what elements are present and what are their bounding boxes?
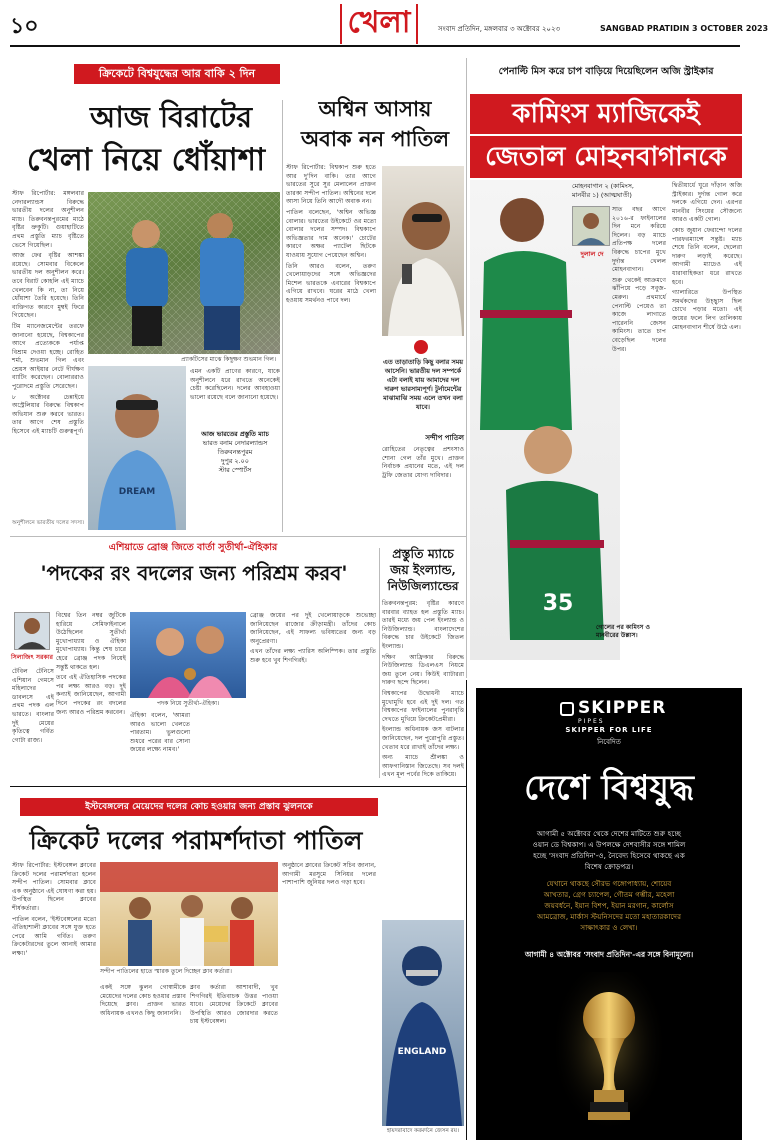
fixture-time: দুপুর ২.০০: [221, 457, 249, 465]
england-headline-2: জয় ইংল্যান্ড,: [390, 562, 456, 577]
section-title: খেলা: [347, 5, 411, 40]
england-headline-3: নিউজিল্যান্ডের: [387, 579, 459, 593]
sutirtha-para: টেবিল টেনিসে এশিয়ান গেমসে মহিলাদের ডাবলসে এই প্রথম পদক এল ভারতে। বাংলার দুই মেয়ের কৃতিত্বে গর্বিত গোটা রাজ্য।: [12, 668, 54, 744]
ad-brand-sub: PIPES: [578, 718, 605, 725]
sutirtha-body-4: [250, 612, 376, 780]
svg-text:ENGLAND: ENGLAND: [397, 1047, 447, 1057]
kohli-photo-caption-1: প্র্যাকটিসের মাঝে কিছুক্ষণ শুভমান গিল।: [180, 356, 276, 363]
fixture-teams: ভারত বনাম নেদারল্যান্ডস: [202, 439, 268, 447]
kohli-para: স্টাফ রিপোর্টার: মঙ্গলবার নেদারল্যান্ডস বিরুদ্ধে ভারতীয় দলের অনুশীলন ম্যাচ। তিরুবনন্তপুরমের মাঠে বৃষ্টির ভ্রুকুটি। গুয়াহাটিতে প্রথম প্রস্তুতি ম্যাচ বৃষ্টিতে ভেসে গিয়েছিল।: [12, 190, 84, 249]
date-english: SANGBAD PRATIDIN 3 OCTOBER 2023: [600, 24, 768, 33]
sutirtha-para: ঐহিকা বলেন, 'আমরা আরও ভালো খেলতে পারতাম। ভুলগুলো শুধরে পরের বার সোনা জয়ের লক্ষ্যে নামব।': [130, 712, 190, 754]
ad-line: আগামী ৫ অক্টোবর থেকে দেশের মাটিতে শুরু হচ্ছে: [536, 829, 682, 838]
kamins-score-1: মোহনবাগান ২ (কামিংস,: [572, 182, 634, 190]
patil2-para: স্টাফ রিপোর্টার: ইস্টবেঙ্গল ক্লাবের ক্রিকেট দলের পরামর্শদাতা হলেন সন্দীপ পাতিল। সোমবার ক্লাবে এক অনুষ্ঠানে এই ঘোষণা করা হয়। উপস্থিত ছিলেন ক্লাবের শীর্ষকর্তারা।: [12, 862, 96, 912]
felicitation-illustration: [100, 862, 278, 966]
ad-tagline: SKIPPER FOR LIFE: [565, 726, 653, 734]
kohli-body-right: এমন একটি প্রাণের কারণে, যাকে অনুশীলনে ধরে রাখতে অনেকেই চেষ্টা করেছিলেন। দলের আবহাওয়া ভালো রয়েছে বলে জানানো হয়েছে।: [190, 368, 280, 401]
section-title-box: [340, 4, 418, 44]
kohli-para: ৮ অক্টোবর চেন্নাইয়ে অস্ট্রেলিয়ার বিরুদ্ধে বিশ্বকাপ অভিযান শুরু করবে ভারত। তার আগে শেষ প্রস্তুতি হিসেবে এই ম্যাচটি গুরুত্বপূর্ণ।: [12, 393, 84, 436]
author-name-silajit: সিলাজিৎ সরকার: [10, 654, 54, 661]
ashwin-para: পাতিল বলেছেন, 'অশ্বিন অভিজ্ঞ বোলার। ভারতের উইকেটে ওর মতো বোলার দলের সম্পদ। বিশ্বকাপে অভিজ্ঞতার দাম অনেক।' চোটের কারণে অক্ষর প্যাটেল ছিটকে যাওয়ায় সুযোগ পেয়েছেন অশ্বিন।: [286, 208, 376, 259]
ashwin-headline-1: অশ্বিন আসায়: [318, 96, 432, 121]
ad-line: জয়বর্ধনে, ইয়ান বিশপ, ইয়ান মরগান, কার্লোস: [544, 901, 674, 910]
author-photo-silajit: [14, 612, 50, 650]
kohli-kicker: ক্রিকেটে বিশ্বযুদ্ধের আর বাকি ২ দিন: [74, 64, 280, 84]
sutirtha-body-1: [56, 612, 126, 782]
sutirtha-photo-caption: পদক নিয়ে সুতীর্থা-ঐহিকা।: [156, 700, 220, 707]
svg-text:DREAM: DREAM: [118, 487, 156, 497]
kohli-photo-nets: [88, 192, 280, 354]
ad-title: দেশে বিশ্বযুদ্ধ: [524, 768, 694, 808]
kohli-headline-1: আজ বিরাটের: [89, 100, 253, 134]
ashwin-body-right: [382, 446, 464, 532]
player-portrait-illustration: [88, 366, 186, 530]
sutirtha-kicker: এশিয়াডে ব্রোঞ্জ জিতে বার্তা সুতীর্থা-ঐহিকার: [48, 540, 338, 556]
kamins-para: কোচ জুয়ান ফেরান্দো দলের পারফরম্যান্সে সন্তুষ্ট। ম্যাচ শেষে তিনি বলেন, ছেলেরা দারুণ লড়াই করেছে। আগামী ম্যাচেও এই ধারাবাহিকতা ধরে রাখতে হবে।: [672, 226, 742, 286]
ashwin-pullquote: এত তাড়াতাড়ি কিছু বলার সময় আসেনি। ভারতীয় দল সম্পর্কে এটা বলাই যায় আমাদের দল দারুণ ভারসাম্যপূর্ণ। টুর্নামেন্টের মাঝামাঝি সময় এলে তখন বলা যাবে।: [382, 358, 464, 411]
patil2-photo-caption: সন্দীপ পাতিলের হাতে স্মারক তুলে দিচ্ছেন ক্লাব কর্তারা।: [100, 968, 232, 975]
england-player-illustration: [382, 920, 464, 1126]
fixture-venue: তিরুবনন্তপুরম: [217, 448, 253, 456]
england-player-photo: [382, 920, 464, 1126]
patil2-body-2: [100, 984, 186, 1142]
ad-line: আখতার, গ্রেগ চ্যাপেল, গৌতম গম্ভীর, মহেলা: [543, 890, 675, 899]
svg-text:35: 35: [542, 591, 574, 616]
kamins-kicker: পেনাল্টি মিস করে চাপ বাড়িয়ে দিয়েছিলেন অজি স্ট্রাইকার: [498, 66, 714, 77]
sutirtha-para: বিশ্বের তিন নম্বর জুটিকে হারিয়ে সেমিফাইনালে উঠেছিলেন সুতীর্থা মুখোপাধ্যায় ও ঐহিকা মুখোপাধ্যায়। কিন্তু শেষ চারে হেরে ব্রোঞ্জ পদক নিয়েই সন্তুষ্ট থাকতে হল।: [56, 612, 126, 671]
england-para: তিরুবনন্তপুরম: বৃষ্টির কারণে বারবার ব্যাহত হল প্রস্তুতি ম্যাচ। তারই মধ্যে জয় পেল ইংল্যান্ড ও নিউজিল্যান্ড। বাংলাদেশের বিরুদ্ধে চার উইকেটে জিতল ইংল্যান্ড।: [382, 600, 464, 650]
patil2-para: ক্লাব কর্তারা আশাবাদী, খুব শিগগিরই ইতিবাচক উত্তর পাওয়া যাবে। মেয়েদের ক্রিকেটে ক্লাবের উপস্থিতি আরও জোরদার করতে চায় ইস্টবেঙ্গল।: [190, 984, 278, 1026]
kohli-body: [12, 190, 84, 526]
sutirtha-body-3: [130, 712, 190, 780]
ashwin-pullquote-author: সন্দীপ পাতিল: [425, 434, 464, 442]
ashwin-para: তিনি আরও বলেন, তরুণ খেলোয়াড়দের সঙ্গে অভিজ্ঞদের মিশেল ভারতকে এবারের বিশ্বকাপে এগিয়ে রাখবে। ঘরের মাঠে খেলা হওয়ায় সমর্থনও পাবে দল।: [286, 262, 376, 304]
ashwin-para: স্টাফ রিপোর্টার: বিশ্বকাপ শুরু হতে আর দু'দিন বাকি। তার আগে ভারতের সুরে সুর মেলালেন প্রাক্তন তারকা সন্দীপ পাতিল। অশ্বিনের দলে আসা নিয়ে তিনি আদৌ অবাক নন।: [286, 164, 376, 206]
patil2-body-4: [282, 862, 376, 1142]
kamins-para: সাত বছর আগে ২০১৬-র ফাইনালের দিন মনে করিয়ে দিলেন। বড় ম্যাচে প্রতিপক্ষ দলের বিরুদ্ধে চাপের মুখে দুর্দান্ত খেলল মোহনবাগান।: [612, 206, 666, 274]
sutirtha-para: ব্রোঞ্জ জয়ের পর দুই খেলোয়াড়কে শুভেচ্ছা জানিয়েছেন রাজ্যের ক্রীড়ামন্ত্রী। তাঁদের কোচ জানিয়েছেন, এই সাফল্য ভবিষ্যতের জন্য বড় অনুপ্রেরণা।: [250, 612, 376, 645]
patil2-body-3: [190, 984, 278, 1142]
kamins-body-2: [672, 182, 742, 666]
kohli-para: আজ ফের বৃষ্টির আশঙ্কা রয়েছে। সোমবার বিকেলে ভারতীয় দল অনুশীলন করে। তবে বিরাট কোহলি এই ম্যাচে খেলবেন কি না, তা নিয়ে ধোঁয়াশা তৈরি হয়েছে। তিনি ব্যক্তিগত কারণে মুম্বই ফিরে গিয়েছেন।: [12, 252, 84, 320]
ashwin-para: রোহিতের নেতৃত্বের প্রশংসাও শোনা গেল তাঁর মুখে। প্রাক্তন নির্বাচক প্রধানের মতে, এই দল ট্রফি জেতার যোগ্য দাবিদার।: [382, 446, 464, 479]
patil2-kicker: ইস্টবেঙ্গলের মেয়েদের দলের কোচ হওয়ার জন্য প্রস্তাব ঝুলনকে: [20, 798, 378, 816]
patil2-felicitation-photo: [100, 862, 278, 966]
kohli-photo-portrait: [88, 366, 186, 530]
author-photo-dulal: [572, 206, 610, 246]
patil2-para: একই সঙ্গে ঝুলন গোস্বামীকে মেয়েদের দলের কোচ হওয়ার প্রস্তাব দিয়েছে ক্লাব। প্রাক্তন ভারত অধিনায়ক এখনও কিছু জানাননি।: [100, 984, 186, 1017]
ad-line: বিশেষ ক্রোড়পত্র।: [584, 862, 634, 871]
ad-line: যেখানে থাকছে সৌরভ গঙ্গোপাধ্যায়, শোয়েব: [546, 879, 672, 888]
medalists-illustration: [130, 612, 246, 698]
ad-line: হচ্ছে 'সংবাদ প্রতিদিন'-ও, নৈবেদ্য হিসেবে থাকছে এক: [533, 851, 685, 860]
ad-line: আমব্রোজ, মার্কাস স্টয়নিসদের মতো মহাতারকাদের: [536, 912, 682, 921]
patil2-para: অনুষ্ঠানে ক্লাবের ক্রিকেট সচিব জানান, আগামী মরসুমে সিনিয়র দলের পাশাপাশি জুনিয়র দলও গড়া হবে।: [282, 862, 376, 887]
sutirtha-medal-photo: [130, 612, 246, 698]
author-name-dulal: দুলাল দে: [580, 250, 604, 258]
ad-brand: SKIPPER: [578, 698, 667, 718]
kohli-headline-2: খেলা নিয়ে ধোঁয়াশা: [26, 142, 266, 178]
kamins-headline-1: কামিংস ম্যাজিকেই: [470, 94, 742, 134]
patil2-para: পাতিল বলেন, 'ইস্টবেঙ্গলের মতো ঐতিহ্যশালী ক্লাবের সঙ্গে যুক্ত হতে পেরে আমি গর্বিত। তরুণ ক্রিকেটারদের তুলে আনাই আমার লক্ষ্য।': [12, 915, 96, 957]
kamins-photo-caption: গোলের পর কামিংস ও মানবীরের উল্লাস।: [596, 624, 650, 639]
ashwin-body-left: [286, 164, 376, 534]
ad-line: সাক্ষাৎকার ও লেখা।: [580, 923, 638, 932]
sutirtha-para: এখন তাঁদের লক্ষ্য প্যারিস অলিম্পিক। তার প্রস্তুতি শুরু হবে খুব শিগগিরই।: [250, 648, 376, 664]
england-para: বিশ্বকাপের উদ্বোধনী ম্যাচে মুখোমুখি হবে এই দুই দল। গত বিশ্বকাপের ফাইনালের পুনরাবৃত্তি দেখতে মুখিয়ে ক্রিকেটপ্রেমীরা।: [382, 689, 464, 723]
kamins-headline-2: জেতাল মোহনবাগানকে: [470, 136, 742, 178]
kamins-para: গ্যালারিতে উপস্থিত সমর্থকদের উচ্ছ্বাস ছিল চোখে পড়ার মতো। এই জয়ের ফলে লিগ তালিকায় মোহনবাগান শীর্ষে উঠে এল।: [672, 289, 742, 331]
fixture-tv: স্টার স্পোর্টস: [218, 466, 252, 474]
patil-portrait-photo: [382, 166, 464, 336]
world-cup-trophy-icon: [556, 972, 662, 1134]
quote-mark: [414, 340, 428, 354]
sutirtha-para: তবে এই ঐতিহাসিক পদকের পর লক্ষ্য আরও বড়। দুই কন্যাই জানিয়েছেন, আগামী দিনে পদকের রং বদলের জন্য আরও পরিশ্রম করবেন।: [56, 674, 126, 716]
england-para: অন্য ম্যাচে শ্রীলঙ্কা ও আফগানিস্তান জিতেছে। সব দলই এখন মূল পর্বের দিকে তাকিয়ে।: [382, 754, 464, 779]
sutirtha-headline: 'পদকের রং বদলের জন্য পরিশ্রম করব': [40, 561, 348, 585]
kohli-photo-caption-2: অনুশীলনে ভারতীয় দলের সদস্য।: [12, 520, 85, 526]
players-illustration: [88, 192, 280, 354]
fixture-box: [190, 430, 280, 528]
skipper-advertisement[interactable]: [476, 688, 742, 1140]
fixture-title: আজ ভারতের প্রস্তুতি ম্যাচ: [201, 430, 269, 438]
patil2-body-1: [12, 862, 96, 1142]
ad-logo-mark: [560, 702, 574, 716]
page-number: ১০: [10, 13, 39, 39]
kamins-score-2: মানবীর ১) (আত্মঘাতী): [572, 191, 632, 199]
kamins-body-1: [612, 206, 666, 666]
ad-footer: আগামী ৪ অক্টোবর 'সংবাদ প্রতিদিন'-এর সঙ্গে বিনামূল্যে।: [524, 950, 694, 959]
masthead-rule: [10, 45, 740, 47]
england-body: [382, 600, 464, 916]
ashwin-headline-2: অবাক নন পাতিল: [300, 126, 450, 151]
kamins-para: দ্বিতীয়ার্ধে ঘুরে দাঁড়ান অজি স্ট্রাইকার। দুর্দান্ত গোল করে দলকে এগিয়ে দেন। এরপর মানবীর সিংয়ের সৌজন্যে আরও একটি গোল।: [672, 182, 742, 224]
ad-lines: [484, 828, 734, 933]
england-headline-1: প্রস্তুতি ম্যাচে: [392, 546, 454, 561]
date-bengali: সংবাদ প্রতিদিন, মঙ্গলবার ৩ অক্টোবর ২০২৩: [438, 25, 561, 33]
england-para: ইংল্যান্ড অধিনায়ক জস বাটলার জানিয়েছেন, দল পুরোপুরি প্রস্তুত। খেতাব ধরে রাখাই তাঁদের লক্ষ্য।: [382, 726, 464, 751]
kamins-para: শুরু থেকেই আক্রমণে ঝাঁপিয়ে পড়ে সবুজ-মেরুন। প্রথমার্ধে পেনাল্টি পেয়েও তা কাজে লাগাতে পারেননি জেসন কামিংস। তাতে চাপ বেড়েছিল দলের উপর।: [612, 276, 666, 353]
ad-presents: নিবেদিত: [597, 738, 621, 746]
england-photo-caption: হায়দরাবাদে করমর্দনে জেসন রয়।: [386, 1128, 460, 1134]
ad-line: ওয়ান ডে বিশ্বকাপ। এ উপলক্ষে দেশবাসীর সঙ্গে শামিল: [532, 840, 686, 849]
kohli-para: টিম ম্যানেজমেন্টের তরফে জানানো হয়েছে, বিশ্বকাপের আগে প্রত্যেককে পর্যাপ্ত বিশ্রাম দেওয়া হচ্ছে। রোহিত শর্মা, শুভমান গিল এবং শ্রেয়স আইয়ার নেটে দীর্ঘক্ষণ ব্যাটিং করেছেন। বোলাররাও পুরোদমে প্রস্তুতি সেরেছেন।: [12, 322, 84, 391]
sutirtha-body-2: [12, 668, 54, 782]
patil-portrait-illustration: [382, 166, 464, 336]
patil2-headline: ক্রিকেট দলের পরামর্শদাতা পাতিল: [29, 826, 363, 855]
masthead: [10, 4, 768, 44]
england-para: দক্ষিণ আফ্রিকার বিরুদ্ধে নিউজিল্যান্ড ডিএলএস নিয়মে জয় তুলে নেয়। কিউই ব্যাটাররা দারুণ ছন্দে ছিলেন।: [382, 653, 464, 687]
